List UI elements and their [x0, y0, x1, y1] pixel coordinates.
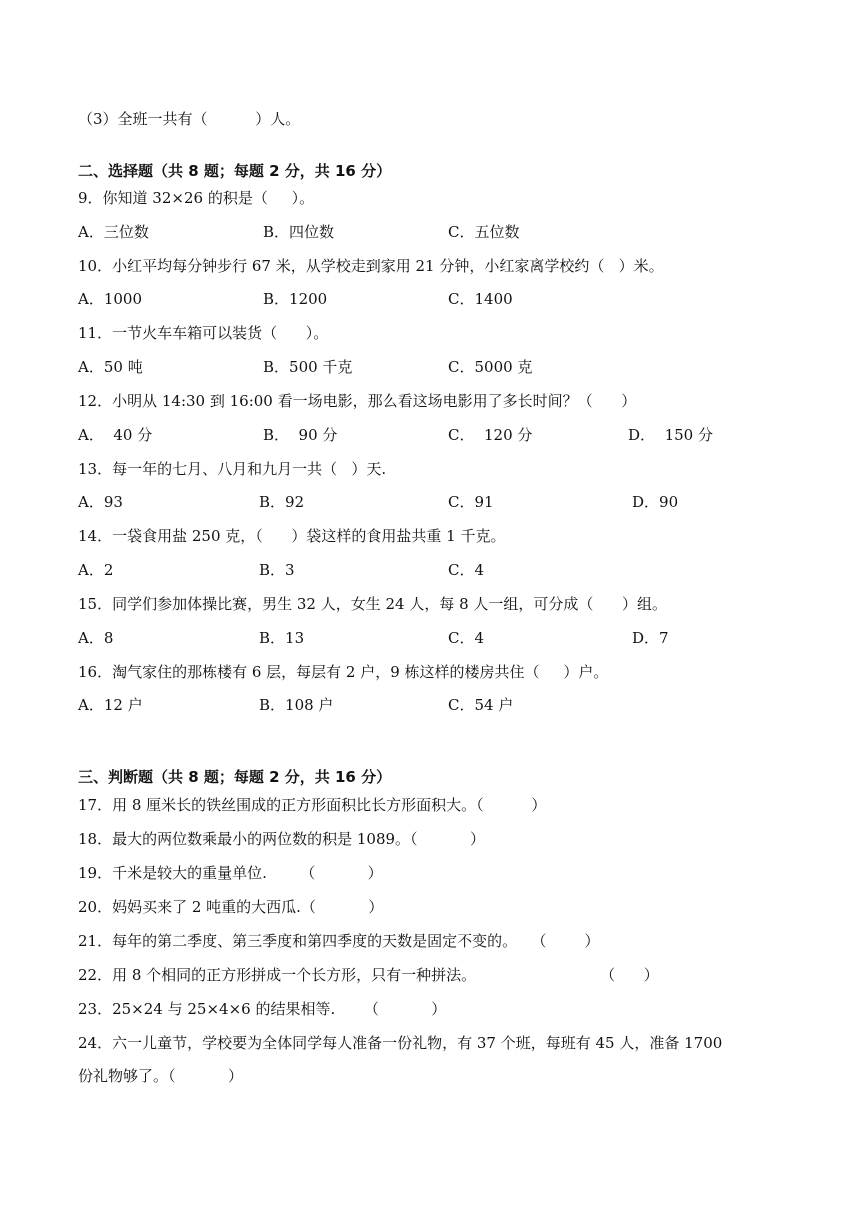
- option-16a: A．12 户: [78, 696, 143, 714]
- option-13b: B．92: [259, 493, 305, 511]
- option-11a: A．50 吨: [78, 358, 143, 376]
- section-heading-choice: 二、选择题（共 8 题；每题 2 分，共 16 分）: [78, 162, 392, 180]
- option-14c: C．4: [448, 561, 485, 579]
- option-14b: B．3: [259, 561, 295, 579]
- question-17: 17．用 8 厘米长的铁丝围成的正方形面积比长方形面积大。（ ）: [78, 796, 547, 814]
- option-11b: B．500 千克: [263, 358, 353, 376]
- option-13d: D．90: [632, 493, 679, 511]
- question-19: 19．千米是较大的重量单位. （ ）: [78, 864, 383, 882]
- question-23: 23．25×24 与 25×4×6 的结果相等. （ ）: [78, 1000, 447, 1018]
- option-16b: B．108 户: [259, 696, 334, 714]
- option-10a: A．1000: [78, 290, 143, 308]
- option-15b: B．13: [259, 629, 305, 647]
- option-9c: C．五位数: [448, 223, 520, 241]
- question-15: 15．同学们参加体操比赛，男生 32 人，女生 24 人，每 8 人一组，可分成（ ）组。: [78, 595, 668, 613]
- question-24: 24．六一儿童节，学校要为全体同学每人准备一份礼物，有 37 个班，每班有 45 人，准备 1700: [78, 1034, 723, 1052]
- option-15a: A．8: [78, 629, 114, 647]
- question-11: 11．一节火车车箱可以装货（ ）。: [78, 324, 329, 342]
- question-10: 10．小红平均每分钟步行 67 米，从学校走到家用 21 分钟，小红家离学校约（ ）米。: [78, 257, 664, 275]
- option-13c: C．91: [448, 493, 494, 511]
- question-9: 9．你知道 32×26 的积是（ ）。: [78, 189, 315, 207]
- option-16c: C．54 户: [448, 696, 514, 714]
- question-14: 14．一袋食用盐 250 克，（ ）袋这样的食用盐共重 1 千克。: [78, 527, 506, 545]
- option-12a: A． 40 分: [78, 426, 153, 444]
- option-13a: A．93: [78, 493, 123, 511]
- option-12d: D． 150 分: [628, 426, 713, 444]
- option-15c: C．4: [448, 629, 485, 647]
- option-9a: A．三位数: [78, 223, 149, 241]
- option-9b: B．四位数: [263, 223, 335, 241]
- question-16: 16．淘气家住的那栋楼有 6 层，每层有 2 户，9 栋这样的楼房共住（ ）户。: [78, 663, 609, 681]
- question-12: 12．小明从 14:30 到 16:00 看一场电影，那么看这场电影用了多长时间？（ ）: [78, 392, 637, 410]
- section-heading-true-false: 三、判断题（共 8 题；每题 2 分，共 16 分）: [78, 768, 392, 786]
- question-21: 21．每年的第二季度、第三季度和第四季度的天数是固定不变的。 （ ）: [78, 932, 600, 950]
- option-11c: C．5000 克: [448, 358, 533, 376]
- question-22: 22．用 8 个相同的正方形拼成一个长方形，只有一种拼法。 （ ）: [78, 966, 659, 984]
- question-13: 13．每一年的七月、八月和九月一共（ ）天.: [78, 460, 387, 478]
- prev-question-item: （3）全班一共有（ ）人。: [78, 110, 301, 128]
- option-12c: C． 120 分: [448, 426, 533, 444]
- question-18: 18．最大的两位数乘最小的两位数的积是 1089。（ ）: [78, 830, 485, 848]
- option-14a: A．2: [78, 561, 114, 579]
- question-24-continued: 份礼物够了。（ ）: [78, 1067, 243, 1085]
- question-20: 20．妈妈买来了 2 吨重的大西瓜.（ ）: [78, 898, 384, 916]
- option-15d: D．7: [632, 629, 669, 647]
- option-10b: B．1200: [263, 290, 328, 308]
- option-12b: B． 90 分: [263, 426, 338, 444]
- option-10c: C．1400: [448, 290, 513, 308]
